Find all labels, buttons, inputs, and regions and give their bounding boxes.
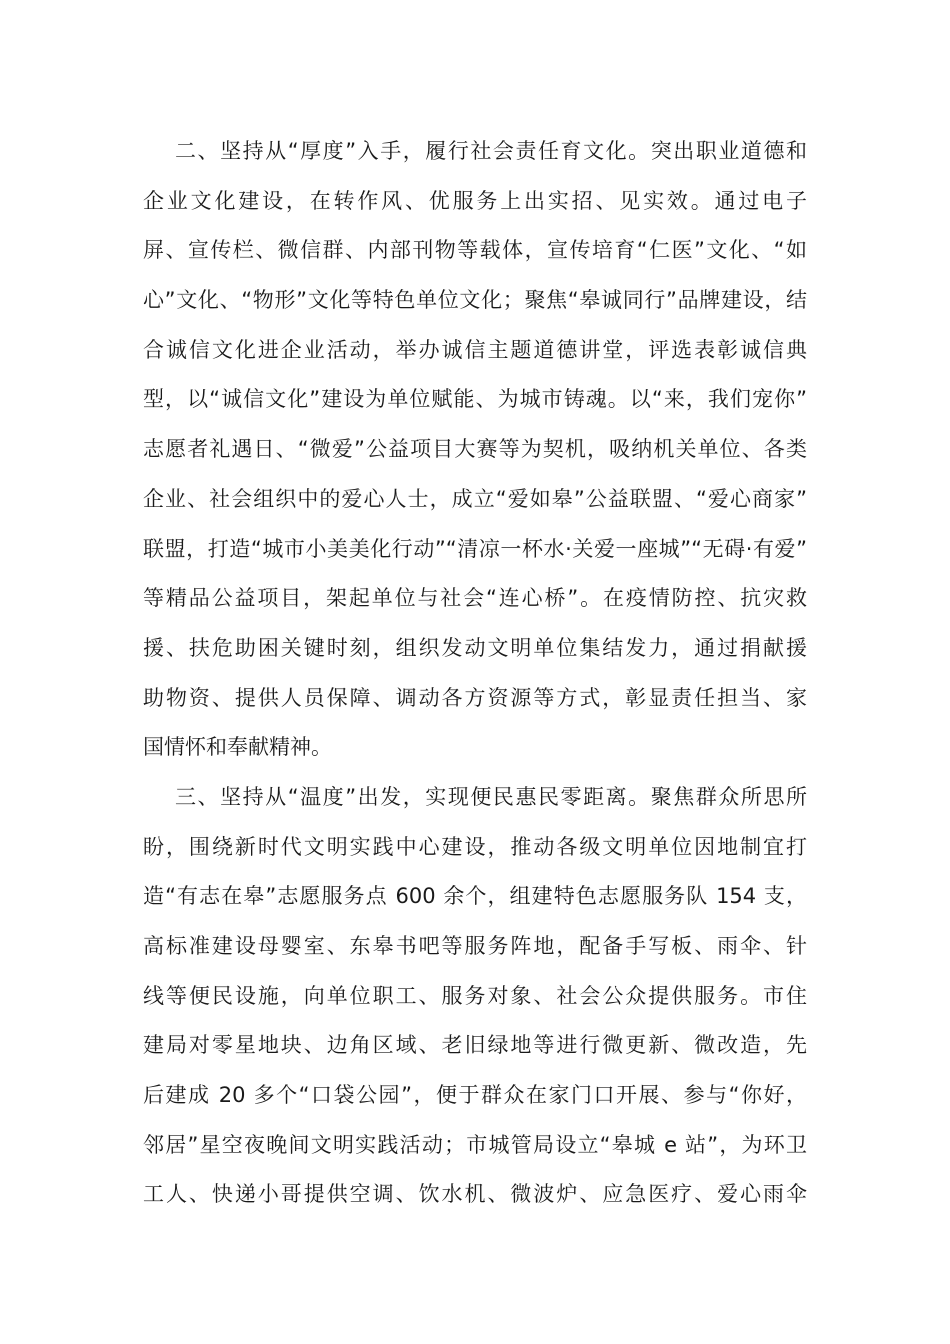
text-line: 助物资、提供人员保障、调动各方资源等方式，彰显责任担当、家 — [143, 685, 807, 710]
text-line: 线等便民设施，向单位职工、服务对象、社会公众提供服务。市住 — [143, 983, 807, 1008]
text-line: 三、坚持从“温度”出发，实现便民惠民零距离。聚焦群众所思所 — [175, 784, 807, 809]
text-line: 等精品公益项目，架起单位与社会“连心桥”。在疫情防控、抗灾救 — [143, 586, 807, 611]
text-line: 盼，围绕新时代文明实践中心建设，推动各级文明单位因地制宜打 — [143, 834, 807, 859]
text-line: 联盟，打造“城市小美美化行动”“清凉一杯水·关爱一座城”“无碍·有爱” — [143, 536, 807, 561]
text-line: 高标准建设母婴室、东皋书吧等服务阵地，配备手写板、雨伞、针 — [143, 934, 807, 958]
text-line: 工人、快递小哥提供空调、饮水机、微波炉、应急医疗、爱心雨伞 — [143, 1182, 807, 1207]
text-line: 援、扶危助困关键时刻，组织发动文明单位集结发力，通过捐献援 — [143, 635, 807, 660]
text-line: 合诚信文化进企业活动，举办诚信主题道德讲堂，评选表彰诚信典 — [143, 337, 807, 362]
text-line: 造“有志在皋”志愿服务点 600 余个，组建特色志愿服务队 154 支， — [143, 884, 807, 909]
paragraph-social-responsibility — [143, 127, 807, 773]
paragraph-convenience-services — [143, 773, 807, 1220]
text-line: 型，以“诚信文化”建设为单位赋能、为城市铸魂。以“来，我们宠你” — [143, 387, 807, 412]
text-line: 邻居”星空夜晚间文明实践活动；市城管局设立“皋城 e 站”，为环卫 — [143, 1132, 807, 1157]
text-line: 后建成 20 多个“口袋公园”，便于群众在家门口开展、参与“你好， — [143, 1083, 807, 1108]
document-body — [143, 127, 807, 1220]
text-line: 屏、宣传栏、微信群、内部刊物等载体，宣传培育“仁医”文化、“如 — [143, 238, 807, 263]
text-line: 心”文化、“物形”文化等特色单位文化；聚焦“皋诚同行”品牌建设，结 — [143, 288, 807, 313]
text-line: 国情怀和奉献精神。 — [143, 735, 332, 760]
text-line: 二、坚持从“厚度”入手，履行社会责任育文化。突出职业道德和 — [175, 139, 807, 163]
text-line: 企业文化建设，在转作风、优服务上出实招、见实效。通过电子 — [143, 188, 807, 213]
text-line: 建局对零星地块、边角区域、老旧绿地等进行微更新、微改造，先 — [143, 1033, 807, 1058]
text-line: 企业、社会组织中的爱心人士，成立“爱如皋”公益联盟、“爱心商家” — [143, 486, 807, 511]
text-line: 志愿者礼遇日、“微爱”公益项目大赛等为契机，吸纳机关单位、各类 — [143, 437, 807, 462]
